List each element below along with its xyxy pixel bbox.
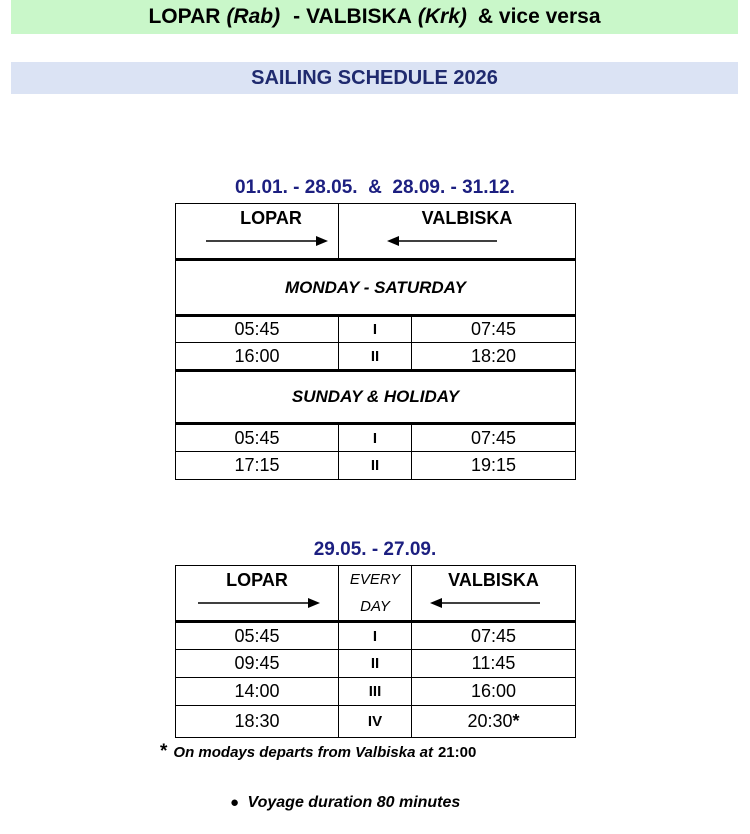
route-banner (11, 0, 738, 34)
lopar-departure: 16:00 (176, 343, 339, 371)
every-day-label (339, 566, 412, 622)
header-valbiska (412, 566, 576, 622)
footnote-star: * (160, 741, 168, 762)
arrow-right-icon (206, 234, 328, 248)
route-to: VALBISKA (306, 5, 412, 28)
header-valbiska (339, 204, 576, 260)
valbiska-time: 16:00 (470, 681, 517, 701)
valbiska-departure (412, 706, 576, 738)
route-from-island: (Rab) (226, 5, 281, 28)
header-lopar (176, 566, 339, 622)
lopar-departure: 17:15 (176, 452, 339, 480)
valbiska-departure (412, 678, 576, 706)
lopar-departure: 05:45 (176, 316, 339, 343)
route-suffix: & vice versa (477, 5, 601, 28)
voyage-duration-text: Voyage duration 80 minutes (247, 794, 461, 811)
footnote (160, 741, 476, 763)
footnote-text: On modays departs from Valbiska at (173, 744, 433, 761)
header-lopar-label: LOPAR (226, 570, 288, 590)
header-valbiska-label: VALBISKA (448, 570, 539, 590)
header-lopar-label: LOPAR (240, 208, 302, 228)
lopar-departure: 14:00 (176, 678, 339, 706)
valbiska-time: 11:45 (471, 653, 516, 673)
valbiska-departure: 07:45 (412, 424, 576, 452)
valbiska-time: 07:45 (470, 625, 517, 646)
departure-number: II (339, 452, 412, 480)
lopar-departure: 05:45 (176, 424, 339, 452)
arrow-right-icon (198, 596, 320, 610)
bullet-icon: ● (230, 794, 240, 811)
valbiska-departure: 19:15 (412, 452, 576, 480)
departure-number: I (339, 424, 412, 452)
schedule-table-off-season (175, 203, 576, 480)
period-1-range: 01.01. - 28.05. & 28.09. - 31.12. (235, 177, 515, 198)
departure-number: II (339, 343, 412, 371)
arrow-left-icon (430, 596, 540, 610)
every-day-line1: EVERY (349, 571, 401, 588)
footnote-time: 21:00 (437, 744, 477, 761)
footnote-marker: * (512, 711, 520, 731)
lopar-departure: 18:30 (176, 706, 339, 738)
valbiska-departure (412, 650, 576, 678)
header-lopar (176, 204, 339, 260)
route-to-island: (Krk) (417, 5, 467, 28)
valbiska-time: 20:30 (467, 711, 513, 731)
valbiska-departure: 07:45 (412, 316, 576, 343)
every-day-line2: DAY (360, 598, 390, 615)
valbiska-departure: 18:20 (412, 343, 576, 371)
day-group-sun-holiday: SUNDAY & HOLIDAY (176, 371, 576, 424)
schedule-table-summer (175, 565, 576, 738)
lopar-departure: 05:45 (176, 622, 339, 650)
valbiska-departure (412, 622, 576, 650)
departure-number: II (339, 650, 412, 678)
day-group-mon-sat: MONDAY - SATURDAY (176, 260, 576, 316)
departure-number: IV (339, 706, 412, 738)
lopar-departure: 09:45 (176, 650, 339, 678)
route-from: LOPAR (148, 5, 221, 28)
departure-number: I (339, 316, 412, 343)
voyage-duration (230, 794, 460, 812)
departure-number: I (339, 622, 412, 650)
route-dash: - (293, 5, 301, 28)
period-2-range: 29.05. - 27.09. (313, 539, 437, 560)
header-valbiska-label: VALBISKA (421, 208, 513, 228)
schedule-title: SAILING SCHEDULE 2026 (11, 62, 738, 94)
departure-number: III (339, 678, 412, 706)
arrow-left-icon (387, 234, 497, 248)
